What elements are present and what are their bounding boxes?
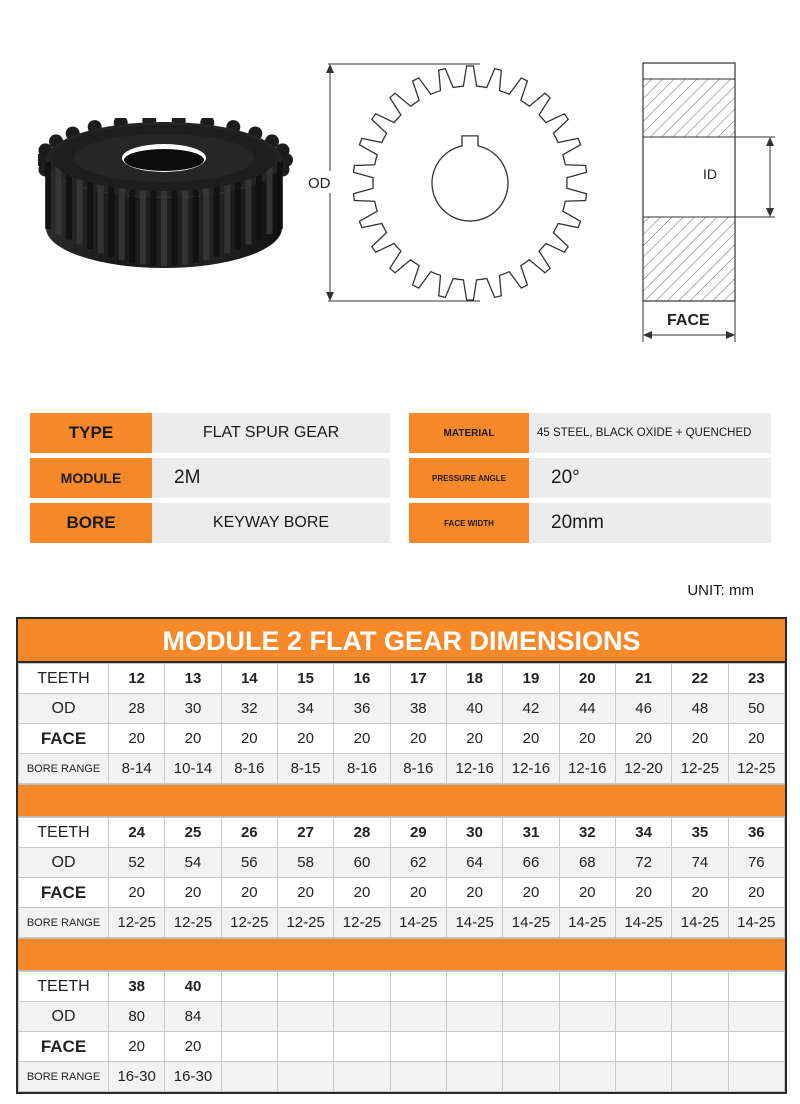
od-cell: 66	[503, 848, 559, 878]
teeth-cell: 31	[503, 818, 559, 848]
bore-cell: 14-25	[503, 908, 559, 938]
teeth-cell	[277, 972, 333, 1002]
face-cell: 20	[277, 878, 333, 908]
face-cell	[221, 1032, 277, 1062]
bore-cell: 14-25	[615, 908, 671, 938]
bore-cell: 12-25	[165, 908, 221, 938]
teeth-cell: 27	[277, 818, 333, 848]
teeth-cell: 24	[109, 818, 165, 848]
teeth-cell: 40	[165, 972, 221, 1002]
od-row	[19, 1002, 785, 1032]
face-cell: 20	[165, 878, 221, 908]
od-cell: 36	[334, 694, 390, 724]
face-cell: 20	[334, 724, 390, 754]
face-cell: 20	[109, 1032, 165, 1062]
bore-cell: 12-25	[672, 754, 728, 784]
bore-range-row	[19, 908, 785, 938]
teeth-cell: 22	[672, 664, 728, 694]
bore-cell	[728, 1062, 784, 1092]
od-cell: 28	[109, 694, 165, 724]
face-cell	[390, 1032, 446, 1062]
teeth-row	[19, 818, 785, 848]
face-cell: 20	[390, 724, 446, 754]
od-cell	[446, 1002, 502, 1032]
row-label: OD	[19, 848, 109, 878]
bore-cell: 8-16	[390, 754, 446, 784]
dimensions-block	[18, 817, 785, 938]
bore-cell: 12-16	[503, 754, 559, 784]
teeth-cell	[728, 972, 784, 1002]
face-cell	[503, 1032, 559, 1062]
bore-cell: 12-16	[446, 754, 502, 784]
bore-cell: 8-16	[334, 754, 390, 784]
gear-front-drawing	[300, 55, 620, 315]
face-cell: 20	[728, 878, 784, 908]
face-cell: 20	[165, 1032, 221, 1062]
face-cell	[559, 1032, 615, 1062]
row-label: FACE	[19, 1032, 109, 1062]
teeth-cell: 13	[165, 664, 221, 694]
row-label: BORE RANGE	[19, 754, 109, 784]
od-cell: 38	[390, 694, 446, 724]
face-cell: 20	[109, 724, 165, 754]
od-cell	[615, 1002, 671, 1032]
spec-bore-value: KEYWAY BORE	[152, 503, 390, 543]
od-cell	[559, 1002, 615, 1032]
bore-cell: 12-25	[277, 908, 333, 938]
face-cell	[615, 1032, 671, 1062]
face-label: FACE	[667, 312, 710, 329]
od-cell: 62	[390, 848, 446, 878]
spec-bore-label: BORE	[30, 503, 152, 543]
face-cell: 20	[728, 724, 784, 754]
block-separator	[18, 938, 785, 971]
face-cell: 20	[503, 878, 559, 908]
bore-cell: 8-16	[221, 754, 277, 784]
od-cell: 64	[446, 848, 502, 878]
teeth-cell	[446, 972, 502, 1002]
od-cell: 80	[109, 1002, 165, 1032]
unit-label: UNIT: mm	[687, 582, 754, 599]
spec-face-width	[409, 503, 771, 543]
teeth-cell	[221, 972, 277, 1002]
od-cell: 48	[672, 694, 728, 724]
teeth-cell: 25	[165, 818, 221, 848]
spec-bore	[30, 503, 390, 543]
od-cell: 44	[559, 694, 615, 724]
face-cell	[446, 1032, 502, 1062]
face-cell: 20	[334, 878, 390, 908]
teeth-cell	[503, 972, 559, 1002]
bore-cell	[221, 1062, 277, 1092]
row-label: FACE	[19, 878, 109, 908]
bore-cell: 14-25	[728, 908, 784, 938]
od-cell: 32	[221, 694, 277, 724]
dimensions-block	[18, 663, 785, 784]
face-cell: 20	[221, 878, 277, 908]
bore-cell: 12-25	[334, 908, 390, 938]
od-cell: 58	[277, 848, 333, 878]
face-cell: 20	[109, 878, 165, 908]
od-cell: 42	[503, 694, 559, 724]
od-cell	[503, 1002, 559, 1032]
dimensions-table	[16, 617, 787, 1094]
spec-pressure-angle-value: 20°	[529, 458, 771, 498]
teeth-cell: 21	[615, 664, 671, 694]
teeth-cell: 17	[390, 664, 446, 694]
teeth-cell: 29	[390, 818, 446, 848]
spec-material-value: 45 STEEL, BLACK OXIDE + QUENCHED	[529, 413, 771, 453]
teeth-cell: 34	[615, 818, 671, 848]
bore-cell: 10-14	[165, 754, 221, 784]
teeth-cell	[672, 972, 728, 1002]
od-cell: 84	[165, 1002, 221, 1032]
bore-cell: 14-25	[446, 908, 502, 938]
face-cell: 20	[615, 724, 671, 754]
face-cell	[728, 1032, 784, 1062]
od-cell	[334, 1002, 390, 1032]
spec-module-value: 2M	[152, 458, 390, 498]
od-cell: 30	[165, 694, 221, 724]
bore-cell: 12-20	[615, 754, 671, 784]
teeth-cell: 16	[334, 664, 390, 694]
od-cell	[221, 1002, 277, 1032]
teeth-row	[19, 664, 785, 694]
teeth-cell: 35	[672, 818, 728, 848]
od-cell: 74	[672, 848, 728, 878]
spec-face-width-label: FACE WIDTH	[409, 503, 529, 543]
face-row	[19, 1032, 785, 1062]
od-cell: 60	[334, 848, 390, 878]
bore-cell: 14-25	[672, 908, 728, 938]
od-cell	[390, 1002, 446, 1032]
spec-module	[30, 458, 390, 498]
teeth-cell: 36	[728, 818, 784, 848]
bore-cell	[390, 1062, 446, 1092]
block-separator	[18, 784, 785, 817]
bore-cell	[615, 1062, 671, 1092]
teeth-cell: 28	[334, 818, 390, 848]
teeth-cell: 26	[221, 818, 277, 848]
bore-cell: 8-14	[109, 754, 165, 784]
face-cell: 20	[672, 878, 728, 908]
spec-pressure-angle-label: PRESSURE ANGLE	[409, 458, 529, 498]
face-cell: 20	[277, 724, 333, 754]
bore-cell: 14-25	[559, 908, 615, 938]
bore-cell	[277, 1062, 333, 1092]
od-cell	[728, 1002, 784, 1032]
face-cell: 20	[446, 878, 502, 908]
spec-type	[30, 413, 390, 453]
od-label: OD	[308, 175, 331, 192]
bore-cell: 16-30	[109, 1062, 165, 1092]
teeth-cell: 14	[221, 664, 277, 694]
face-cell: 20	[559, 878, 615, 908]
face-cell: 20	[503, 724, 559, 754]
face-cell: 20	[672, 724, 728, 754]
od-cell: 34	[277, 694, 333, 724]
bore-range-row	[19, 754, 785, 784]
od-row	[19, 848, 785, 878]
table-title: MODULE 2 FLAT GEAR DIMENSIONS	[18, 619, 785, 663]
teeth-cell: 18	[446, 664, 502, 694]
bore-cell	[334, 1062, 390, 1092]
teeth-cell	[390, 972, 446, 1002]
row-label: OD	[19, 1002, 109, 1032]
od-cell: 68	[559, 848, 615, 878]
gear-product-photo	[38, 118, 293, 278]
bore-cell: 16-30	[165, 1062, 221, 1092]
spec-pressure-angle	[409, 458, 771, 498]
od-cell: 76	[728, 848, 784, 878]
row-label: TEETH	[19, 972, 109, 1002]
od-cell: 40	[446, 694, 502, 724]
od-cell: 52	[109, 848, 165, 878]
bore-cell: 12-16	[559, 754, 615, 784]
bore-cell	[559, 1062, 615, 1092]
row-label: BORE RANGE	[19, 1062, 109, 1092]
teeth-cell: 12	[109, 664, 165, 694]
face-row	[19, 724, 785, 754]
face-cell	[672, 1032, 728, 1062]
row-label: OD	[19, 694, 109, 724]
face-cell	[334, 1032, 390, 1062]
id-label: ID	[703, 166, 717, 182]
bore-range-row	[19, 1062, 785, 1092]
teeth-cell	[615, 972, 671, 1002]
spec-face-width-value: 20mm	[529, 503, 771, 543]
face-cell: 20	[615, 878, 671, 908]
teeth-cell: 32	[559, 818, 615, 848]
bore-cell: 12-25	[109, 908, 165, 938]
od-cell: 50	[728, 694, 784, 724]
row-label: TEETH	[19, 664, 109, 694]
teeth-cell: 38	[109, 972, 165, 1002]
spec-material	[409, 413, 771, 453]
teeth-cell: 15	[277, 664, 333, 694]
teeth-cell: 20	[559, 664, 615, 694]
face-cell: 20	[390, 878, 446, 908]
bore-cell: 8-15	[277, 754, 333, 784]
spec-type-value: FLAT SPUR GEAR	[152, 413, 390, 453]
bore-cell: 12-25	[728, 754, 784, 784]
bore-cell: 14-25	[390, 908, 446, 938]
spec-material-label: MATERIAL	[409, 413, 529, 453]
face-cell: 20	[221, 724, 277, 754]
od-cell: 72	[615, 848, 671, 878]
face-row	[19, 878, 785, 908]
face-cell	[277, 1032, 333, 1062]
teeth-cell	[334, 972, 390, 1002]
gear-side-section-drawing	[630, 55, 780, 345]
teeth-cell: 30	[446, 818, 502, 848]
bore-cell: 12-25	[221, 908, 277, 938]
od-row	[19, 694, 785, 724]
dimensions-block	[18, 971, 785, 1092]
teeth-cell	[559, 972, 615, 1002]
od-cell: 56	[221, 848, 277, 878]
teeth-row	[19, 972, 785, 1002]
face-cell: 20	[165, 724, 221, 754]
od-cell	[672, 1002, 728, 1032]
bore-cell	[446, 1062, 502, 1092]
bore-cell	[672, 1062, 728, 1092]
spec-type-label: TYPE	[30, 413, 152, 453]
face-cell: 20	[559, 724, 615, 754]
od-cell: 46	[615, 694, 671, 724]
od-cell: 54	[165, 848, 221, 878]
spec-module-label: MODULE	[30, 458, 152, 498]
teeth-cell: 23	[728, 664, 784, 694]
row-label: FACE	[19, 724, 109, 754]
face-cell: 20	[446, 724, 502, 754]
row-label: BORE RANGE	[19, 908, 109, 938]
row-label: TEETH	[19, 818, 109, 848]
bore-cell	[503, 1062, 559, 1092]
od-cell	[277, 1002, 333, 1032]
teeth-cell: 19	[503, 664, 559, 694]
